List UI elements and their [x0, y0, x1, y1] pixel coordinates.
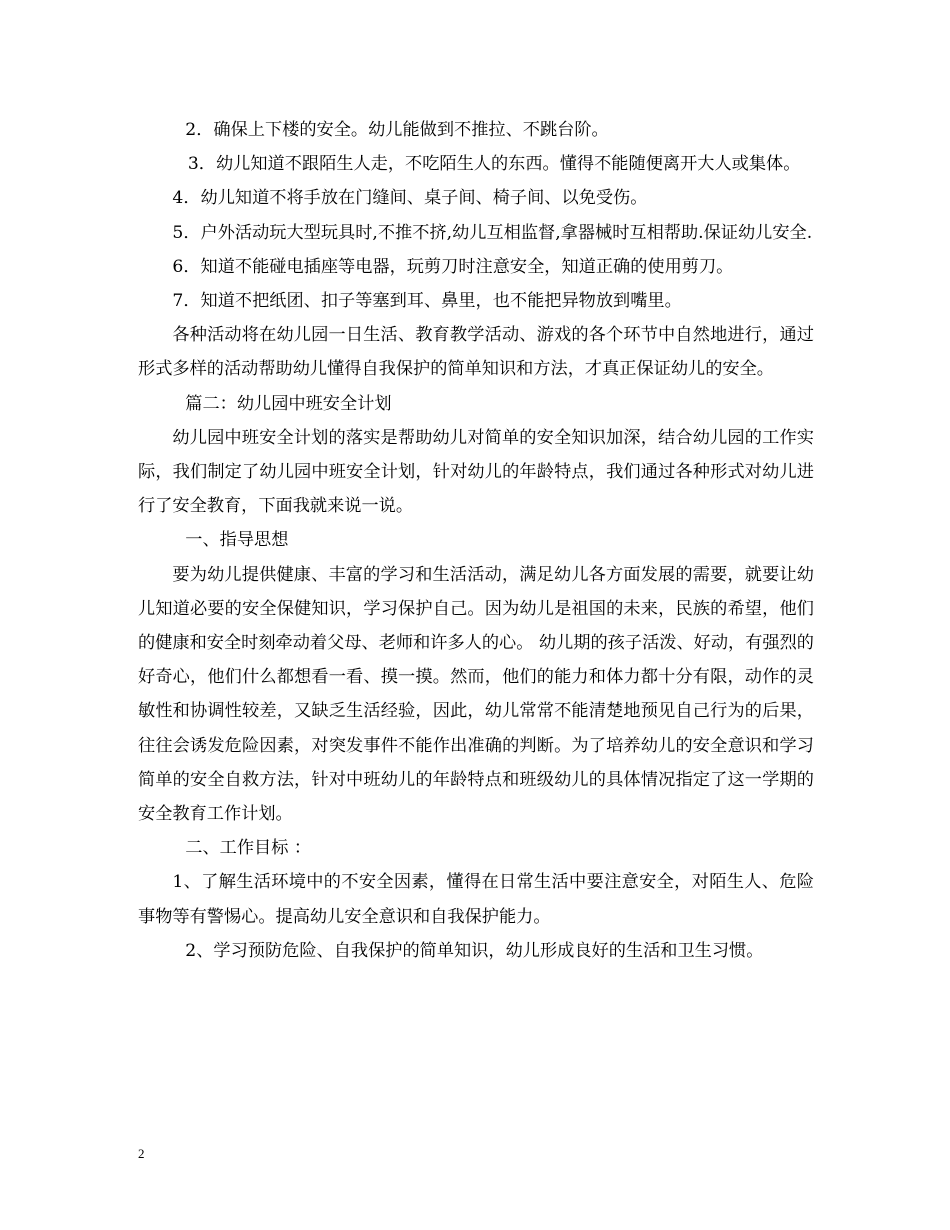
document-body	[138, 113, 814, 968]
list-item-5: 5．户外活动玩大型玩具时,不推不挤,幼儿互相监督,拿器械时互相帮助.保证幼儿安全.	[172, 222, 813, 243]
heading-guiding-ideology: 一、指导思想	[185, 530, 289, 551]
list-item-6: 6．知道不能碰电插座等电器，玩剪刀时注意安全，知道正确的使用剪刀。	[172, 256, 734, 277]
summary-paragraph: 各种活动将在幼儿园一日生活、教育教学活动、游戏的各个环节中自然地进行，通过形式多样的活动帮助幼儿懂得自我保护的简单知识和方法，才真正保证幼儿的安全。	[138, 325, 814, 380]
guiding-ideology-paragraph: 要为幼儿提供健康、丰富的学习和生活活动，满足幼儿各方面发展的需要，就要让幼儿知道必要的安全保健知识，学习保护自己。因为幼儿是祖国的未来，民族的希望，他们的健康和安全时刻牵动着父母、老师和许多人的心。 幼儿期的孩子活泼、好动，有强烈的好奇心，他们什么都想看一看、摸一摸。然而，他们的能力和体力都十分有限，动作的灵敏性和协调性较差，又缺乏生活经验，因此，幼儿常常不能清楚地预见自己行为的后果，往往会诱发危险因素，对突发事件不能作出准确的判断。为了培养幼儿的安全意识和学习简单的安全自救方法，针对中班幼儿的年龄特点和班级幼儿的具体情况指定了这一学期的安全教育工作计划。	[138, 564, 814, 825]
goal-item-1: 1、了解生活环境中的不安全因素，懂得在日常生活中要注意安全，对陌生人、危险事物等有警惕心。提高幼儿安全意识和自我保护能力。	[138, 872, 814, 927]
goal-item-2: 2、学习预防危险、自我保护的简单知识，幼儿形成良好的生活和卫生习惯。	[185, 940, 764, 961]
list-item-4: 4．幼儿知道不将手放在门缝间、桌子间、椅子间、以免受伤。	[172, 188, 648, 209]
list-item-7: 7．知道不把纸团、扣子等塞到耳、鼻里，也不能把异物放到嘴里。	[172, 291, 682, 312]
list-item-2: 2．确保上下楼的安全。幼儿能做到不推拉、不跳台阶。	[185, 120, 609, 140]
heading-work-goals: 二、工作目标 ：	[185, 838, 312, 859]
list-item-3: 3．幼儿知道不跟陌生人走，不吃陌生人的东西。懂得不能随便离开大人或集体。	[187, 154, 801, 175]
intro-paragraph: 幼儿园中班安全计划的落实是帮助幼儿对简单的安全知识加深，结合幼儿园的工作实际，我们制定了幼儿园中班安全计划，针对幼儿的年龄特点，我们通过各种形式对幼儿进行了安全教育，下面我就来说一说。	[138, 427, 814, 517]
page-number: 2	[138, 1146, 145, 1161]
section-heading-part-two: 篇二：幼儿园中班安全计划	[185, 393, 392, 414]
